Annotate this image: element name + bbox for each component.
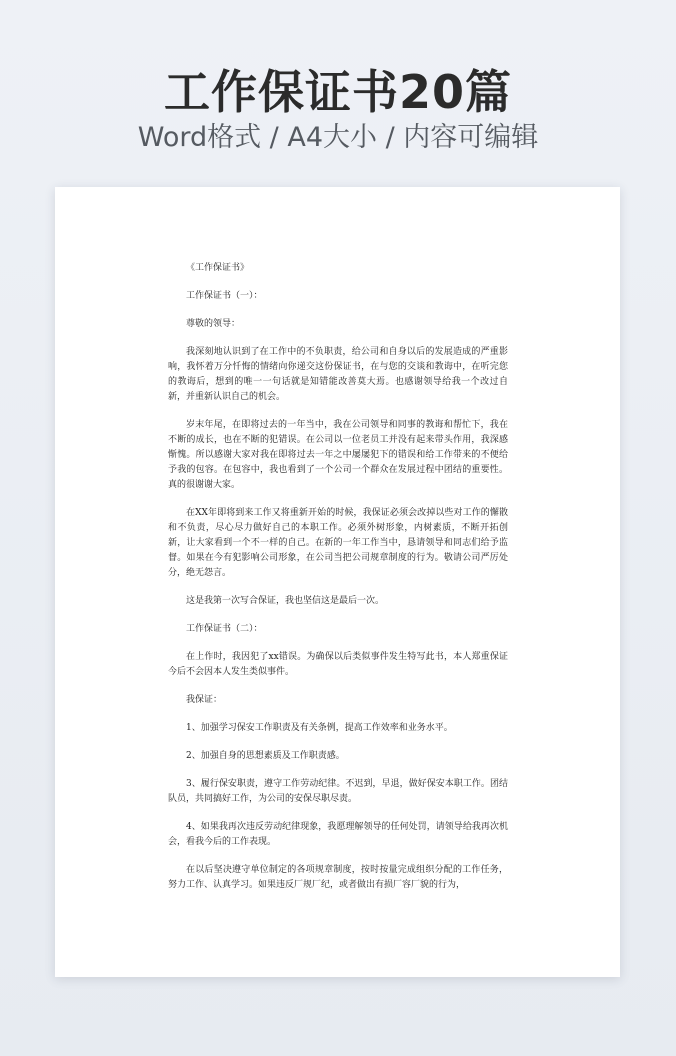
body-paragraph: 我保证： (186, 695, 223, 705)
body-paragraph: 在上作时，我因犯了xx错误。为确保以后类似事件发生特写此书，本人郑重保证今后不会因本人发生类似事件。 (168, 652, 508, 677)
body-paragraph: 我深刻地认识到了在工作中的不负职责，给公司和自身以后的发展造成的严重影响，我怀着万分忏悔的情绪向你递交这份保证书，在与您的交谈和教诲中，在听完您的教诲后，想到的唯一一句话就是知错能改善莫大焉。也感谢领导给我一个改过自新，并重新认识自己的机会。 (168, 347, 508, 402)
body-paragraph: 在以后坚决遵守单位制定的各项规章制度，按时按量完成组织分配的工作任务，努力工作、认真学习。如果违反厂规厂纪，或者做出有损厂容厂貌的行为， (168, 865, 508, 890)
list-item: 1、加强学习保安工作职责及有关条例，提高工作效率和业务水平。 (186, 723, 453, 733)
body-paragraph: 岁末年尾，在即将过去的一年当中，我在公司领导和同事的教诲和帮忙下，我在不断的成长，也在不断的犯错误。在公司以一位老员工并没有起来带头作用，我深感惭愧。所以感谢大家对我在即将过去一年之中屡屡犯下的错误和给工作带来的不便给予我的包容。在包容中，我也看到了一个公司一个群众在发展过程中团结的重要性。真的很谢谢大家。 (168, 420, 508, 490)
doc-title: 《工作保证书》 (186, 263, 250, 273)
section-heading: 工作保证书（一）： (186, 291, 263, 301)
list-item: 4、如果我再次违反劳动纪律现象，我愿理解领导的任何处罚，请领导给我再次机会，看我今后的工作表现。 (168, 822, 508, 847)
document-page (55, 187, 620, 977)
body-paragraph: 在XX年即将到来工作又将重新开始的时候，我保证必须会改掉以些对工作的懈散和不负责，尽心尽力做好自己的本职工作。必须外树形象，内树素质，不断开拓创新，让大家看到一个不一样的自己。在新的一年工作当中，恳请领导和同志们给予监督。如果在今有犯影响公司形象，在公司当把公司规章制度的行为。敬请公司严厉处分，绝无怨言。 (168, 508, 508, 578)
section-heading: 工作保证书（二）： (186, 624, 263, 634)
list-item: 2、加强自身的思想素质及工作职责感。 (186, 751, 345, 761)
salutation: 尊敬的领导： (186, 319, 241, 329)
document-body (168, 261, 508, 906)
page-subtitle: Word格式 / A4大小 / 内容可编辑 (137, 122, 539, 153)
body-paragraph: 这是我第一次写合保证，我也坚信这是最后一次。 (186, 596, 385, 606)
hero-header (0, 0, 676, 180)
list-item: 3、履行保安职责，遵守工作劳动纪律。不迟到，早退，做好保安本职工作。团结队员，共同搞好工作，为公司的安保尽职尽责。 (168, 779, 508, 804)
page-title: 工作保证书20篇 (163, 65, 512, 119)
